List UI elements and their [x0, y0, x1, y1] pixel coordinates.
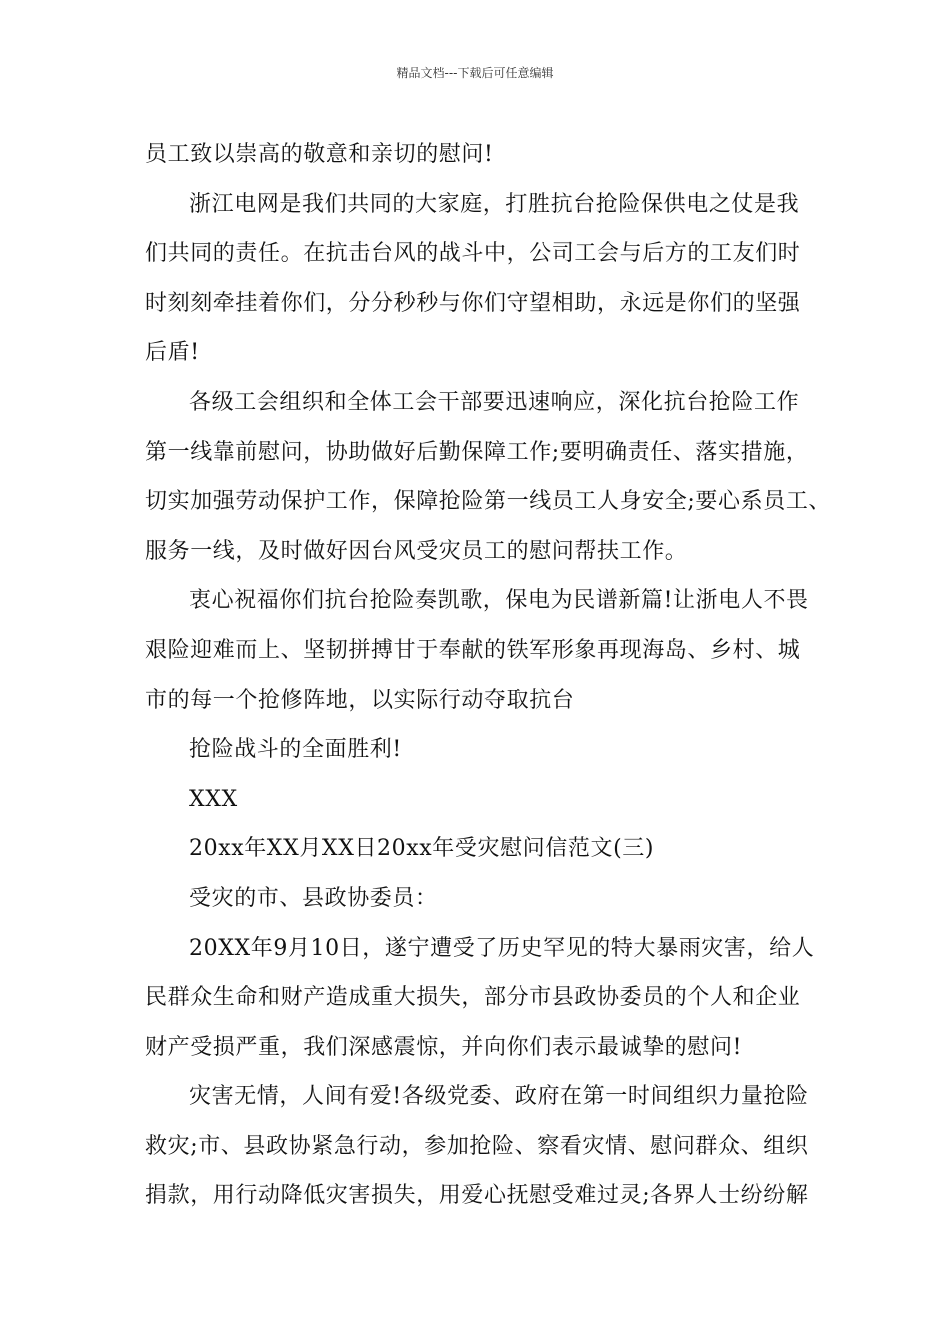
- signature: XXX: [189, 786, 238, 812]
- text-line: 艰险迎难而上、坚韧拼搏甘于奉献的铁军形象再现海岛、乡村、城: [145, 637, 801, 663]
- salutation: 受灾的市、县政协委员：: [189, 885, 438, 911]
- text-line: 第一线靠前慰问，协助做好后勤保障工作;要明确责任、落实措施，: [145, 439, 809, 465]
- page-header: 精品文档---下载后可任意编辑: [396, 66, 554, 80]
- text-line: 员工致以崇高的敬意和亲切的慰问!: [145, 142, 494, 167]
- text-line: 救灾;市、县政协紧急行动，参加抢险、察看灾情、慰问群众、组织: [145, 1133, 809, 1159]
- text-line: 们共同的责任。在抗击台风的战斗中，公司工会与后方的工友们时: [145, 241, 801, 267]
- text-line: 捐款，用行动降低灾害损失，用爱心抚慰受难过灵;各界人士纷纷解: [145, 1183, 809, 1209]
- text-line: 切实加强劳动保护工作，保障抢险第一线员工人身安全;要心系员工、: [145, 489, 832, 515]
- text-line: 民群众生命和财产造成重大损失，部分市县政协委员的个人和企业: [145, 985, 801, 1011]
- date-and-title: 20xx年XX月XX日20xx年受灾慰问信范文(三): [189, 836, 655, 862]
- text-line: 衷心祝福你们抗台抢险奏凯歌，保电为民谱新篇!让浙电人不畏: [189, 588, 809, 614]
- text-line: 浙江电网是我们共同的大家庭，打胜抗台抢险保供电之仗是我: [189, 191, 800, 217]
- text-line: 后盾!: [145, 340, 200, 366]
- text-line: 财产受损严重，我们深感震惊，并向你们表示最诚挚的慰问!: [145, 1034, 743, 1060]
- document-body: [145, 130, 832, 1221]
- text-line: 各级工会组织和全体工会干部要迅速响应，深化抗台抢险工作: [189, 389, 800, 415]
- text-line: 灾害无情，人间有爱!各级党委、政府在第一时间组织力量抢险: [189, 1084, 809, 1110]
- text-line: 抢险战斗的全面胜利!: [189, 737, 402, 763]
- text-line: 服务一线，及时做好因台风受灾员工的慰问帮扶工作。: [145, 538, 688, 564]
- text-line: 市的每一个抢修阵地，以实际行动夺取抗台: [145, 687, 575, 713]
- text-line: 时刻刻牵挂着你们，分分秒秒与你们守望相助，永远是你们的坚强: [145, 290, 801, 316]
- text-line: 20XX年9月10日，遂宁遭受了历史罕见的特大暴雨灾害，给人: [189, 935, 815, 961]
